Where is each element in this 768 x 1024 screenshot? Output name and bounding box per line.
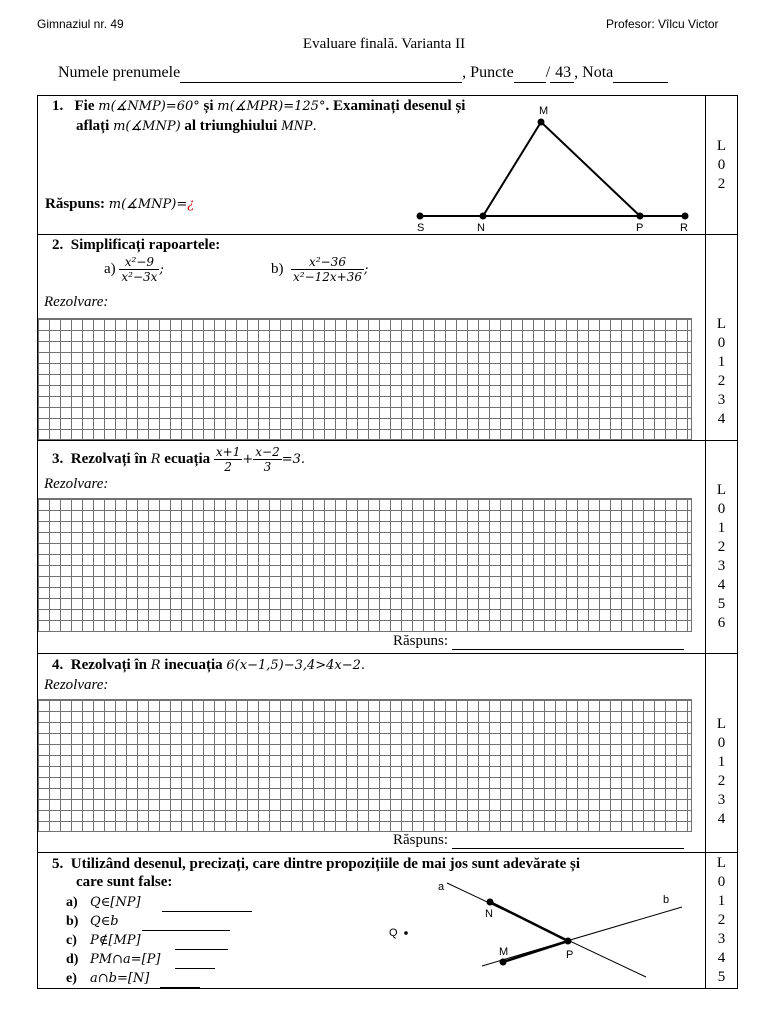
q5-item-label: b) — [66, 914, 79, 929]
score-1[interactable]: 1 — [717, 354, 726, 370]
q2-a-fraction — [119, 255, 159, 284]
score-4[interactable]: 4 — [717, 577, 726, 593]
segment-mp — [503, 941, 568, 962]
q1-answer-label: Răspuns: — [45, 196, 106, 212]
q3-set: R — [150, 451, 161, 467]
q5-item — [66, 969, 252, 988]
point-n — [480, 213, 487, 220]
q2-text: Simplificați rapoartele: — [70, 237, 221, 253]
score-1[interactable]: 1 — [717, 754, 726, 770]
score-0[interactable]: 0 — [717, 874, 726, 890]
q1-text-d: al triunghiului — [184, 118, 278, 134]
q2-statement — [52, 237, 220, 254]
q3-answer-label: Răspuns: — [393, 633, 449, 649]
q5-number: 5. — [52, 856, 64, 872]
q5-lines-diagram — [380, 878, 705, 986]
teacher-name: Profesor: Vîlcu Victor — [606, 17, 719, 31]
score-3[interactable]: 3 — [717, 792, 726, 808]
q5-item — [66, 912, 252, 931]
q5-item-label: c) — [66, 933, 77, 948]
q2-part-b — [271, 255, 368, 284]
name-field[interactable] — [180, 64, 462, 83]
q3-f2-numerator: x−2 — [255, 445, 280, 459]
label-r: R — [680, 222, 688, 234]
score-3[interactable]: 3 — [717, 392, 726, 408]
score-0[interactable]: 0 — [717, 335, 726, 351]
score-4[interactable]: 4 — [717, 811, 726, 827]
q2-solution-label: Rezolvare: — [44, 294, 109, 310]
q1-number: 1. — [52, 98, 64, 114]
score-6[interactable]: 6 — [717, 615, 726, 631]
q5-item-label: a) — [66, 895, 78, 910]
q5-answer-field-c[interactable] — [175, 935, 228, 950]
label-q: Q — [389, 927, 398, 939]
point-m — [500, 959, 507, 966]
score-l: L — [716, 482, 727, 498]
q2-solution-grid[interactable] — [37, 318, 692, 440]
q1-expr-mpr: m(∡MPR)=125° — [217, 99, 326, 114]
label-m: M — [499, 946, 509, 958]
q5-answer-field-d[interactable] — [175, 954, 215, 969]
q2-a-sep: ; — [159, 261, 164, 277]
q5-item-expr: Q∈b — [90, 914, 119, 929]
q5-item-expr: P∉[MP] — [90, 933, 141, 948]
points-label: , Puncte — [462, 64, 514, 81]
q2-a-denominator: x²−3x — [121, 270, 158, 284]
q4-answer-label: Răspuns: — [393, 832, 449, 848]
q5-items — [66, 893, 252, 988]
q4-set: R — [150, 658, 161, 673]
q1-triangle-diagram — [410, 100, 710, 235]
q5-answer-field-e[interactable] — [160, 973, 200, 988]
q5-statement — [52, 856, 580, 873]
q4-text-b: inecuația — [164, 657, 223, 673]
page-title: Evaluare finală. Varianta II — [302, 36, 466, 52]
q5-item-label: d) — [66, 952, 79, 967]
score-5[interactable]: 5 — [717, 969, 726, 985]
q3-text-b: ecuația — [164, 450, 211, 467]
score-4[interactable]: 4 — [717, 411, 726, 427]
q2-score-scale — [706, 315, 737, 429]
point-p — [637, 213, 644, 220]
score-4[interactable]: 4 — [717, 950, 726, 966]
q1-and: și — [203, 98, 214, 114]
q2-b-sep: ; — [364, 261, 369, 277]
score-2[interactable]: 2 — [717, 373, 726, 389]
segment-nm — [483, 122, 541, 216]
label-s: S — [417, 222, 425, 234]
point-r — [682, 213, 689, 220]
q3-number: 3. — [52, 450, 64, 467]
q3-rhs: =3. — [281, 451, 306, 467]
q3-fraction-1 — [214, 445, 242, 474]
q4-text-a: Rezolvați în — [70, 657, 147, 673]
q4-solution-label: Rezolvare: — [44, 677, 109, 693]
point-s — [417, 213, 424, 220]
point-p — [565, 938, 572, 945]
q4-score-scale — [706, 715, 737, 829]
q4-answer-field[interactable] — [452, 834, 684, 849]
grade-label: , Nota — [574, 64, 614, 81]
q1-answer-expr: m(∡MNP)= — [108, 197, 188, 212]
score-2[interactable]: 2 — [717, 539, 726, 555]
q3-f1-numerator: x+1 — [215, 445, 241, 459]
q1-statement-2: aflați m(∡MNP) al triunghiului MNP. — [76, 118, 317, 134]
score-0[interactable]: 0 — [717, 501, 726, 517]
q3-answer-field[interactable] — [452, 635, 684, 650]
q5-item-expr: PM∩a=[P] — [90, 952, 161, 967]
score-l: L — [716, 316, 727, 332]
q3-answer — [393, 633, 684, 650]
q4-answer — [393, 832, 684, 849]
q5-item — [66, 893, 252, 912]
q2-b-numerator: x²−36 — [291, 255, 364, 270]
q5-text-b: care sunt false: — [76, 874, 173, 890]
q5-item-label: e) — [66, 971, 77, 986]
q4-solution-grid[interactable] — [37, 699, 692, 832]
q3-f2-denominator: 3 — [263, 460, 272, 474]
q1-triangle-name: MNP — [281, 118, 313, 134]
name-label: Numele prenumele — [58, 64, 181, 81]
label-a: a — [438, 881, 445, 893]
score-0[interactable]: 0 — [717, 735, 726, 751]
q1-text-b: . Examinați desenul și — [325, 98, 466, 114]
q1-text-a: Fie — [74, 98, 95, 114]
q2-part-a — [104, 255, 164, 284]
q5-answer-field-a[interactable] — [162, 897, 252, 912]
q3-statement — [52, 445, 305, 474]
q5-item — [66, 950, 252, 969]
q5-text-a: Utilizând desenul, precizați, care dintre propozițiile de mai jos sunt adevărate și — [70, 856, 581, 872]
score-l: L — [716, 855, 727, 871]
student-line — [58, 64, 668, 83]
score-1[interactable]: 1 — [717, 893, 726, 909]
q1-text-c: aflați — [76, 118, 110, 134]
q5-score-scale — [706, 854, 737, 987]
q3-f1-denominator: 2 — [224, 460, 232, 474]
score-0[interactable]: 0 — [717, 157, 726, 173]
label-b: b — [663, 894, 670, 906]
score-l: L — [716, 138, 727, 154]
q1-expr-nmp: m(∡NMP)=60° — [98, 99, 200, 114]
q4-statement — [52, 657, 365, 674]
q5-answer-field-b[interactable] — [142, 916, 230, 931]
slash: / — [545, 64, 551, 81]
q5-item — [66, 931, 252, 950]
q2-a-label: a) — [104, 260, 116, 277]
row-divider — [37, 653, 738, 654]
point-q — [404, 931, 408, 935]
label-n: N — [485, 908, 493, 920]
score-1[interactable]: 1 — [717, 520, 726, 536]
row-divider — [37, 852, 738, 853]
q4-number: 4. — [52, 657, 64, 673]
q3-text-a: Rezolvați în — [70, 450, 147, 467]
total-points: 43 — [550, 64, 574, 83]
q5-item-expr: Q∈[NP] — [90, 895, 141, 910]
q2-b-fraction — [291, 255, 364, 284]
q4-inequality: 6(x−1,5)−3,4>4x−2. — [226, 658, 366, 673]
q3-score-scale — [706, 481, 737, 633]
q1-statement — [52, 98, 465, 115]
q3-fraction-2 — [253, 445, 281, 474]
score-3[interactable]: 3 — [717, 558, 726, 574]
q3-solution-grid[interactable] — [37, 498, 692, 632]
school-name: Gimnaziul nr. 49 — [37, 17, 124, 31]
q3-plus: + — [242, 451, 254, 467]
q1-score-scale — [706, 137, 737, 194]
row-divider — [37, 440, 738, 441]
q2-a-numerator: x²−9 — [119, 255, 159, 270]
score-5[interactable]: 5 — [717, 596, 726, 612]
q5-item-expr: a∩b=[N] — [90, 971, 150, 986]
label-p: P — [566, 949, 574, 961]
score-2[interactable]: 2 — [717, 912, 726, 928]
label-m: M — [539, 105, 549, 117]
segment-mp — [541, 122, 640, 216]
q1-expr-mnp: m(∡MNP) — [113, 119, 181, 134]
score-2[interactable]: 2 — [717, 773, 726, 789]
label-n: N — [477, 222, 485, 234]
point-n — [487, 899, 494, 906]
q2-number: 2. — [52, 237, 64, 253]
line-b — [482, 907, 682, 966]
q3-solution-label: Rezolvare: — [44, 476, 109, 492]
segment-np — [490, 902, 568, 941]
grade-field[interactable] — [613, 64, 668, 83]
point-m — [538, 119, 545, 126]
q2-b-denominator: x²−12x+36 — [293, 270, 362, 284]
score-l: L — [716, 716, 727, 732]
q2-b-label: b) — [271, 260, 284, 277]
score-3[interactable]: 3 — [717, 931, 726, 947]
q1-answer-glyph: ¿ — [187, 197, 195, 212]
label-p: P — [636, 222, 644, 234]
points-field[interactable] — [514, 64, 546, 83]
q1-answer — [45, 196, 194, 213]
score-2[interactable]: 2 — [717, 176, 726, 192]
